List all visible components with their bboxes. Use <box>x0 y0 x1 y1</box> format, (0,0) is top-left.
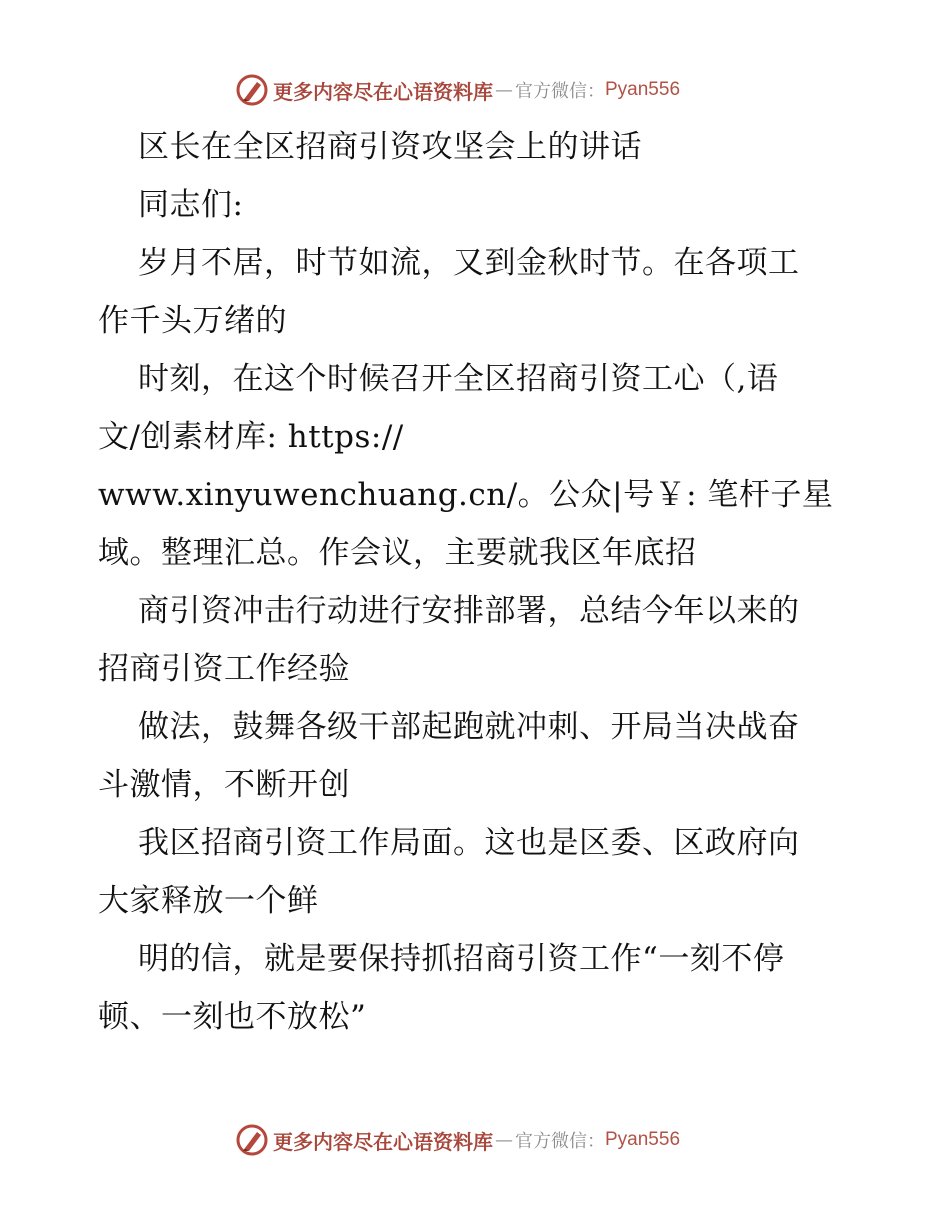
document-body <box>98 118 858 1046</box>
text-line: 同志们: <box>138 187 244 223</box>
text-line: 顿、一刻也不放松” <box>98 999 367 1035</box>
text-line: 斗激情，不断开创 <box>98 767 350 803</box>
text-line: 商引资冲击行动进行安排部署，总结今年以来的 <box>138 593 800 629</box>
watermark-dash: — <box>495 79 513 101</box>
text-line: 大家释放一个鲜 <box>98 883 319 919</box>
text-line: 我区招商引资工作局面。这也是区委、区政府向 <box>138 825 800 861</box>
pen-logo-icon <box>235 73 269 107</box>
pen-logo-icon <box>235 1123 269 1157</box>
text-line: www.xinyuwenchuang.cn/。公众|号￥: 笔杆子星 <box>98 477 834 513</box>
watermark-subtitle: 官方微信： <box>515 1131 605 1152</box>
text-line: 做法，鼓舞各级干部起跑就冲刺、开局当决战奋 <box>138 709 800 745</box>
watermark-title: 更多内容尽在心语资料库 <box>273 79 493 104</box>
text-line: 作千头万绪的 <box>98 303 287 339</box>
watermark-subtitle: 官方微信： <box>515 81 605 102</box>
text-line: 招商引资工作经验 <box>98 651 350 687</box>
watermark-wechat-id: Pyan556 <box>605 79 681 100</box>
header-watermark <box>235 72 755 108</box>
watermark-title: 更多内容尽在心语资料库 <box>273 1129 493 1154</box>
watermark-dash: — <box>495 1129 513 1151</box>
watermark-wechat-id: Pyan556 <box>605 1129 681 1150</box>
footer-watermark <box>235 1122 755 1158</box>
text-line: 文/创素材库: https:// <box>98 419 404 455</box>
text-line: 明的信，就是要保持抓招商引资工作“一刻不停 <box>138 941 785 977</box>
text-line: 岁月不居，时节如流，又到金秋时节。在各项工 <box>138 245 800 281</box>
text-line: 区长在全区招商引资攻坚会上的讲话 <box>138 129 642 165</box>
text-line: 时刻，在这个时候召开全区招商引资工心（,语 <box>138 361 779 397</box>
text-line: 域。整理汇总。作会议，主要就我区年底招 <box>98 535 697 571</box>
